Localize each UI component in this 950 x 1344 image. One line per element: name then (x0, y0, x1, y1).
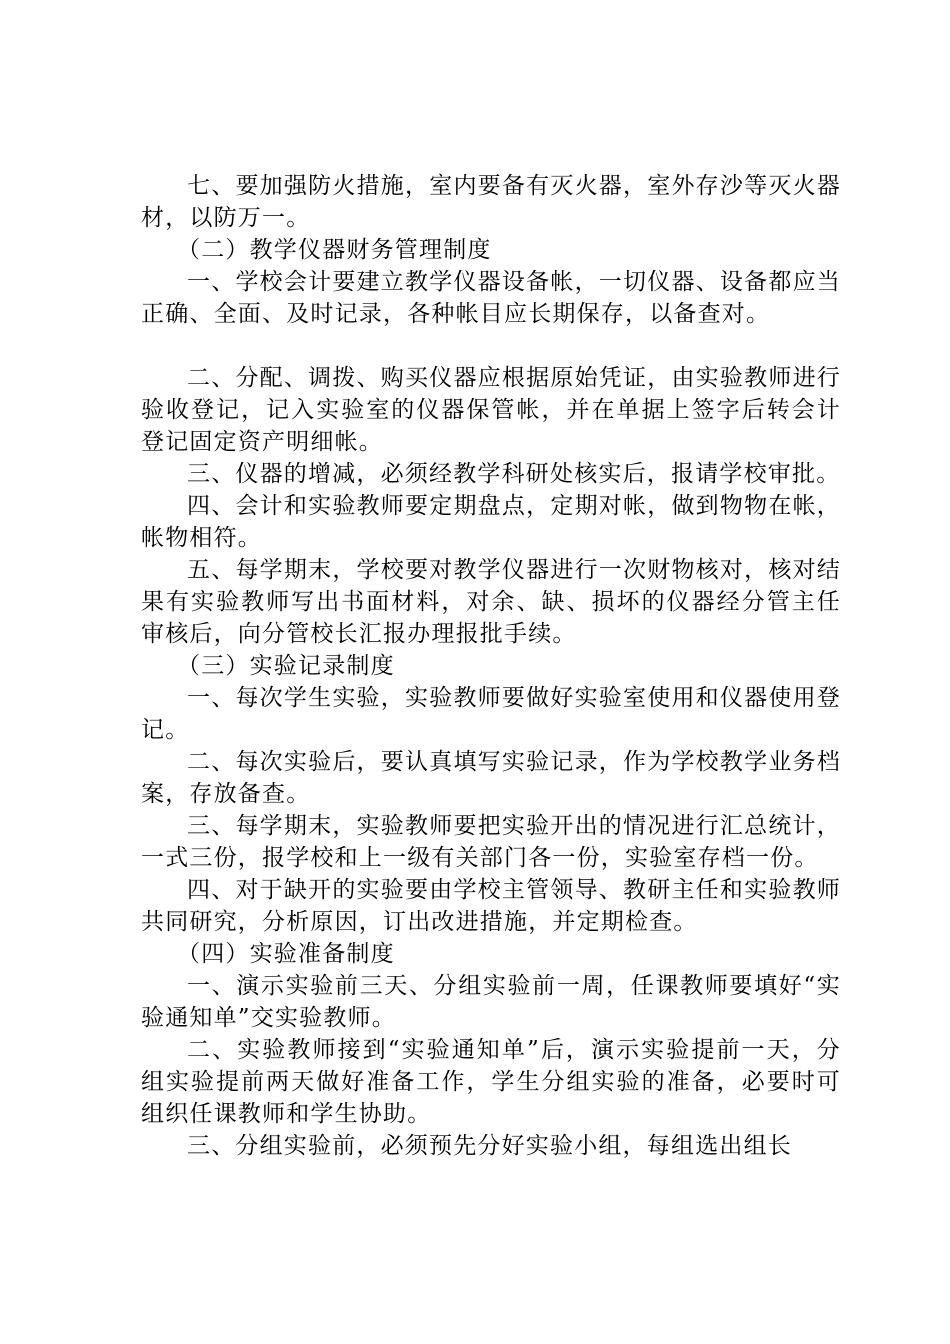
section-heading-records: （三）实验记录制度 (177, 653, 395, 679)
paragraph-finance-2: 二、分配、调拨、购买仪器应根据原始凭证，由实验教师进行验收登记，记入实验室的仪器保管帐，并在单据上签字后转会计登记固定资产明细帐。 (141, 365, 841, 455)
paragraph-preparation-2: 二、实验教师接到“实验通知单”后，演示实验提前一天，分组实验提前两天做好准备工作，学生分组实验的准备，必要时可组织任课教师和学生协助。 (141, 1037, 841, 1127)
paragraph-finance-4: 四、会计和实验教师要定期盘点，定期对帐，做到物物在帐，帐物相符。 (141, 493, 841, 551)
paragraph-finance-5: 五、每学期末，学校要对教学仪器进行一次财物核对，核对结果有实验教师写出书面材料，对余、缺、损坏的仪器经分管主任审核后，向分管校长汇报办理报批手续。 (141, 557, 841, 647)
section-heading-preparation: （四）实验准备制度 (177, 941, 395, 967)
paragraph-fire-safety: 七、要加强防火措施，室内要备有灭火器，室外存沙等灭火器材，以防万一。 (141, 173, 841, 231)
section-heading-finance: （二）教学仪器财务管理制度 (177, 237, 492, 263)
paragraph-records-1: 一、每次学生实验，实验教师要做好实验室使用和仪器使用登记。 (141, 685, 841, 743)
paragraph-preparation-3: 三、分组实验前，必须预先分好实验小组，每组选出组长 (187, 1133, 792, 1159)
document-body (141, 170, 841, 1162)
paragraph-preparation-1: 一、演示实验前三天、分组实验前一周，任课教师要填好“实验通知单”交实验教师。 (141, 973, 841, 1031)
paragraph-records-2: 二、每次实验后，要认真填写实验记录，作为学校教学业务档案，存放备查。 (141, 749, 841, 807)
paragraph-records-4: 四、对于缺开的实验要由学校主管领导、教研主任和实验教师共同研究，分析原因，订出改进措施，并定期检查。 (141, 877, 841, 935)
paragraph-finance-1: 一、学校会计要建立教学仪器设备帐，一切仪器、设备都应当正确、全面、及时记录，各种帐目应长期保存，以备查对。 (141, 269, 841, 327)
paragraph-finance-3: 三、仪器的增减，必须经教学科研处核实后，报请学校审批。 (187, 461, 841, 487)
paragraph-records-3: 三、每学期末，实验教师要把实验开出的情况进行汇总统计，一式三份，报学校和上一级有关部门各一份，实验室存档一份。 (141, 813, 841, 871)
